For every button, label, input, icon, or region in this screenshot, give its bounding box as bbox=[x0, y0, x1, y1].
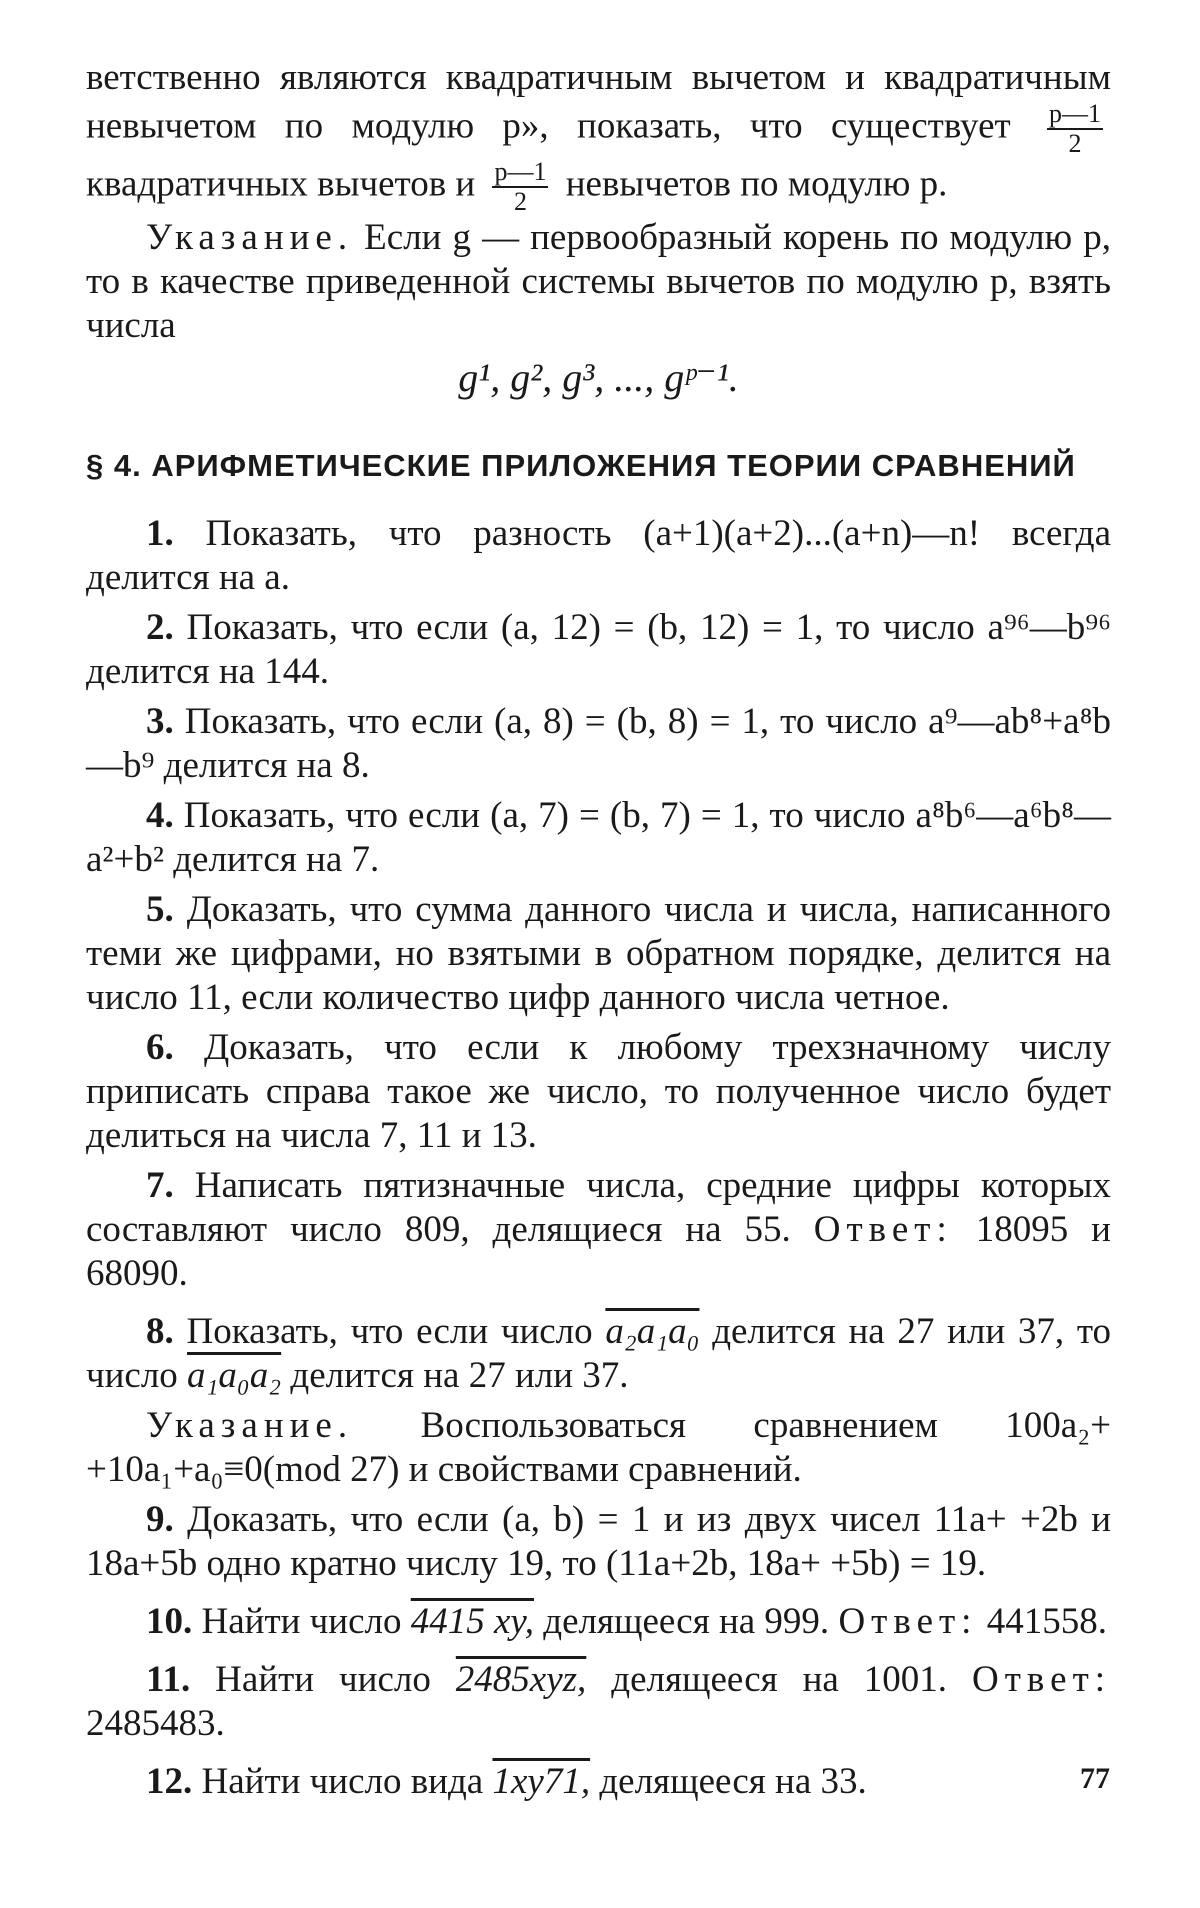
problem-number: 1. bbox=[146, 513, 174, 554]
problem-8 bbox=[86, 1310, 1111, 1398]
hint-label: Указание. bbox=[146, 1405, 354, 1446]
problem-7 bbox=[86, 1164, 1111, 1296]
problem-5 bbox=[86, 888, 1111, 1020]
problem-text: делящееся на 33. bbox=[599, 1761, 867, 1802]
fraction bbox=[492, 158, 548, 216]
answer-value: 2485483. bbox=[86, 1703, 225, 1744]
hint-label: Указание. bbox=[146, 217, 354, 258]
answer-label: Ответ: bbox=[838, 1601, 978, 1642]
hint-paragraph bbox=[86, 1404, 1111, 1492]
problem-1 bbox=[86, 512, 1111, 600]
problem-number: 9. bbox=[146, 1499, 174, 1540]
problem-text: Показать, что разность (a+1)(a+2)...(a+n)—n! всегда делится на a. bbox=[86, 513, 1111, 598]
answer-value: 441558. bbox=[986, 1601, 1107, 1642]
problem-text: делится на 27 или 37, то число bbox=[86, 1311, 1112, 1396]
page-number: 77 bbox=[1080, 1762, 1110, 1795]
overlined-number: 2485xyz, bbox=[455, 1659, 587, 1700]
problem-text: Найти число вида bbox=[201, 1761, 484, 1802]
problem-text: делящееся на 1001. bbox=[611, 1659, 948, 1700]
problem-number: 6. bbox=[146, 1027, 174, 1068]
problem-text: Показать, что если (a, 7) = (b, 7) = 1, то число a⁸b⁶—a⁶b⁸—a²+b² делится на 7. bbox=[86, 795, 1111, 880]
problem-text: Показать, что если (a, 8) = (b, 8) = 1, то число a⁹—ab⁸+a⁸b—b⁹ делится на 8. bbox=[86, 701, 1111, 786]
intro-text: ветственно являются квадратичным вычетом и квадратичным невычетом по модулю p», показать, что существует bbox=[86, 57, 1111, 147]
problem-text: Доказать, что сумма данного числа и числа, написанного теми же цифрами, но взятыми в обратном порядке, делится на число 11, если количество цифр данного числа четное. bbox=[86, 889, 1112, 1018]
answer-label: Ответ: bbox=[813, 1209, 953, 1250]
intro-tail-text: невычетов по модулю p. bbox=[565, 163, 948, 205]
section-heading: § 4. АРИФМЕТИЧЕСКИЕ ПРИЛОЖЕНИЯ ТЕОРИИ СРАВНЕНИЙ bbox=[86, 448, 1076, 483]
problem-number: 2. bbox=[146, 607, 174, 648]
problem-number: 12. bbox=[146, 1761, 193, 1802]
answer-label: Ответ: bbox=[972, 1659, 1112, 1700]
intro-paragraph bbox=[86, 56, 1111, 216]
overlined-number: a₁a₀a₂ bbox=[187, 1355, 282, 1396]
problem-text: делящееся на 999. bbox=[543, 1601, 830, 1642]
problem-text: Показать, что если число bbox=[186, 1311, 593, 1352]
hint-text: Если g — первообразный корень по модулю p, то в качестве приведенной системы вычетов по модулю p, взять числа bbox=[86, 217, 1112, 346]
problem-number: 10. bbox=[146, 1601, 193, 1642]
problem-number: 7. bbox=[146, 1165, 174, 1206]
problem-6 bbox=[86, 1026, 1111, 1158]
problem-4 bbox=[86, 794, 1111, 882]
problem-number: 5. bbox=[146, 889, 174, 930]
answer-value: 18095 и 68090. bbox=[86, 1209, 1111, 1294]
fraction-numerator: p—1 bbox=[1049, 99, 1102, 128]
overlined-number: a₂a₁a₀ bbox=[605, 1311, 700, 1352]
problem-text: Найти число bbox=[215, 1659, 431, 1700]
page-content bbox=[86, 56, 1111, 1804]
fraction-denominator: 2 bbox=[1068, 129, 1082, 158]
fraction-numerator: p—1 bbox=[494, 157, 547, 186]
problem-text: делится на 27 или 37. bbox=[290, 1355, 629, 1396]
problem-3 bbox=[86, 700, 1111, 788]
problem-number: 3. bbox=[146, 701, 174, 742]
problem-text: Написать пятизначные числа, средние цифры которых составляют число 809, делящиеся на 55. bbox=[86, 1165, 1111, 1250]
problem-11 bbox=[86, 1658, 1111, 1746]
problem-text: Найти число bbox=[201, 1601, 402, 1642]
formula: g¹, g², g³, ..., gᵖ⁻¹. bbox=[458, 355, 739, 400]
problem-text: Показать, что если (a, 12) = (b, 12) = 1, то число a⁹⁶—b⁹⁶ делится на 144. bbox=[86, 607, 1111, 692]
intro-mid-text: квадратичных вычетов и bbox=[86, 163, 476, 205]
fraction bbox=[1047, 100, 1103, 158]
problem-number: 11. bbox=[146, 1659, 191, 1700]
hint-paragraph bbox=[86, 216, 1111, 348]
problem-9 bbox=[86, 1498, 1111, 1586]
problem-12 bbox=[86, 1760, 1111, 1804]
problem-number: 8. bbox=[146, 1311, 174, 1352]
problem-2 bbox=[86, 606, 1111, 694]
problem-text: Доказать, что если (a, b) = 1 и из двух чисел 11a+ +2b и 18a+5b одно кратно числу 19, то (11a+2b, 18a+ +5b) = 19. bbox=[86, 1499, 1111, 1584]
problem-text: Доказать, что если к любому трехзначному числу приписать справа такое же число, то полученное число будет делиться на числа 7, 11 и 13. bbox=[86, 1027, 1111, 1156]
hint-text: Воспользоваться сравнением 100a₂+ +10a₁+a₀≡0(mod 27) и свойствами сравнений. bbox=[86, 1405, 1111, 1490]
overlined-number: 1xy71, bbox=[492, 1761, 591, 1802]
overlined-number: 4415 xy, bbox=[410, 1601, 535, 1642]
problem-10 bbox=[86, 1600, 1111, 1644]
fraction-denominator: 2 bbox=[513, 187, 527, 216]
problem-number: 4. bbox=[146, 795, 174, 836]
